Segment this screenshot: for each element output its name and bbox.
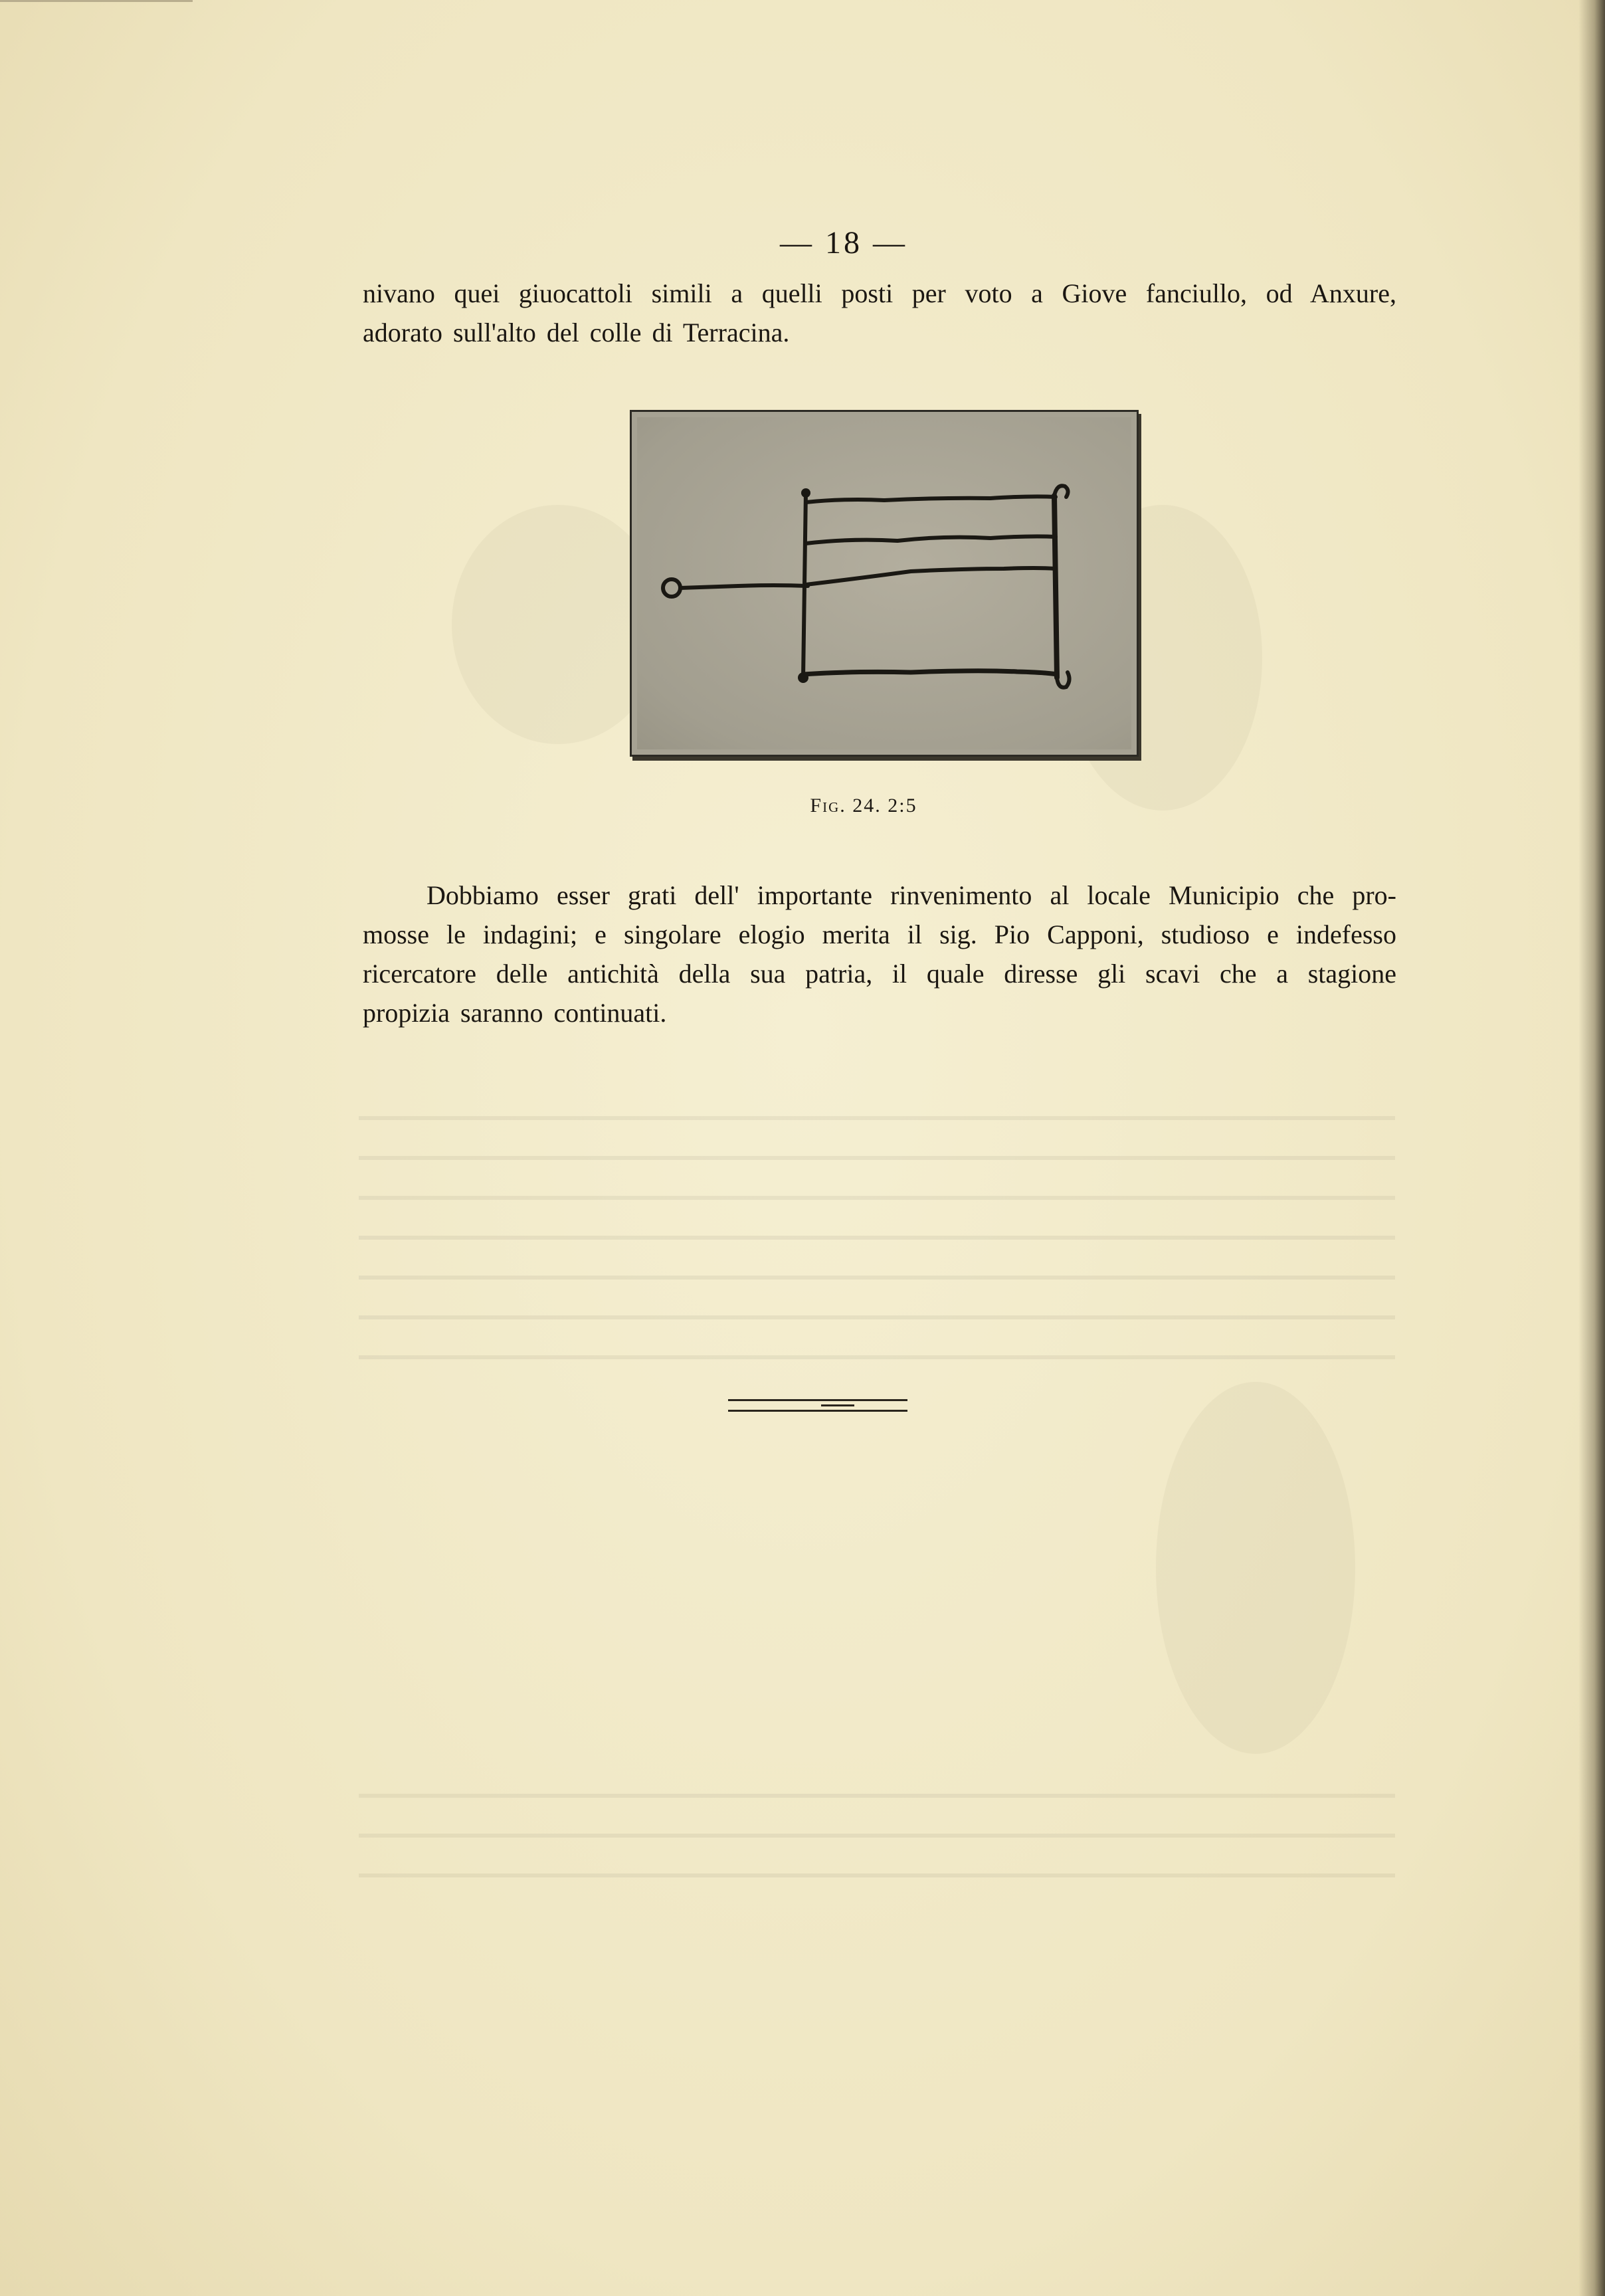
- bleed-through-line: [359, 1196, 1395, 1200]
- bleed-through-line: [359, 1236, 1395, 1240]
- wire-1: [806, 496, 1056, 502]
- end-rule-top: [728, 1399, 907, 1401]
- bleed-through-line: [359, 1355, 1395, 1359]
- bleed-through-line: [359, 1116, 1395, 1120]
- paragraph-acknowledgement: [363, 876, 1396, 1032]
- bleed-through-line: [359, 1276, 1395, 1280]
- figure-caption-label: Fig. 24.: [810, 795, 882, 816]
- text-line: adorato sull'alto del colle di Terracina.: [363, 318, 790, 347]
- right-post: [1054, 496, 1057, 678]
- text-line: mosse le indagini; e singolare elogio merita il sig. Pio Capponi, studioso e indefesso: [363, 919, 1396, 949]
- wire-2: [806, 536, 1056, 543]
- ring-handle: [663, 579, 680, 597]
- text-line: propizia saranno continuati.: [363, 998, 667, 1028]
- figure-drawing: [632, 412, 1137, 755]
- end-rule-bottom: [728, 1410, 907, 1412]
- figure-caption-scale: 2:5: [888, 795, 917, 816]
- bleed-through-line: [359, 1156, 1395, 1160]
- figure-image: [630, 410, 1139, 757]
- figure-caption: [664, 795, 1063, 817]
- scan-edge-mark: [0, 0, 193, 2]
- bleed-through-line: [359, 1794, 1395, 1798]
- text-line: ricercatore delle antichità della sua patria, il quale diresse gli scavi che a stagione: [363, 959, 1396, 989]
- page-edge-shadow: [1578, 0, 1605, 2296]
- paragraph-continued: [363, 274, 1396, 352]
- wire-3: [806, 568, 1056, 585]
- text-line: nivano quei giuocattoli simili a quelli posti per voto a Giove fanciullo, od Anxure,: [363, 278, 1396, 308]
- text-line: Dobbiamo esser grati dell' importante rinvenimento al locale Municipio che pro-: [426, 880, 1396, 910]
- left-post-knob-top: [801, 488, 810, 498]
- bleed-through-shape: [1156, 1382, 1355, 1754]
- handle-rod: [680, 585, 808, 588]
- bleed-through-line: [359, 1315, 1395, 1319]
- page-number: — 18 —: [780, 225, 907, 260]
- bleed-through-line: [359, 1873, 1395, 1877]
- bleed-through-line: [359, 1834, 1395, 1838]
- wire-bottom: [803, 671, 1057, 674]
- end-rule-middle: [821, 1404, 854, 1406]
